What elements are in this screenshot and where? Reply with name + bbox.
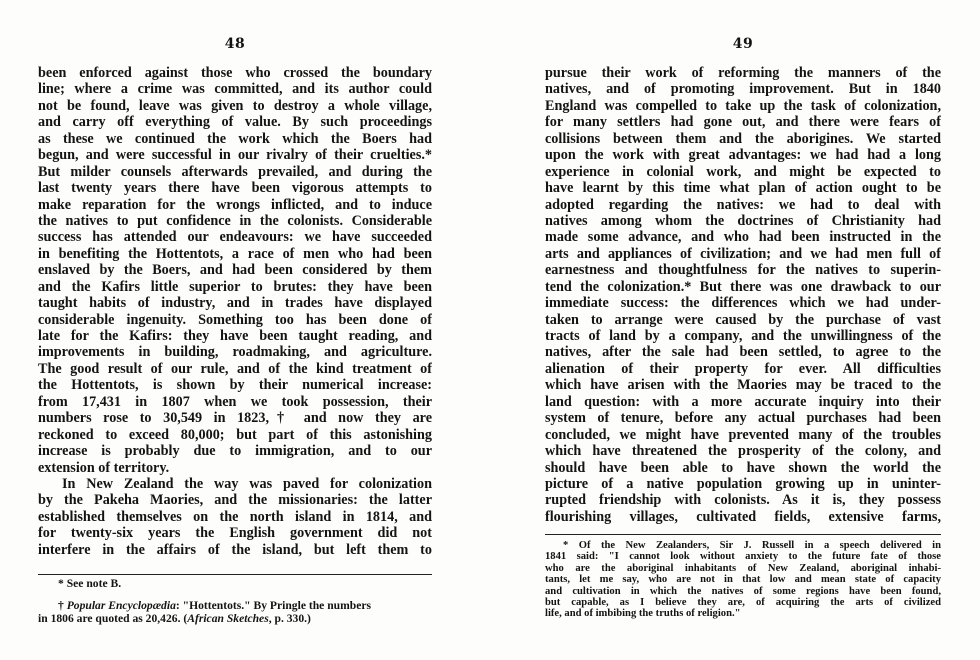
text-line: begun, and were successful in our rivalry of their cruelties.* — [38, 147, 432, 164]
footnote-line: * Of the New Zealanders, Sir J. Russell in a speech delivered in — [563, 540, 941, 551]
left-footnotes — [38, 577, 432, 625]
footnote-dagger-text: : "Hottentots." By Pringle the numbers — [175, 599, 372, 612]
text-line: increase is probably due to immigration, and to our — [38, 443, 432, 460]
footnote-star: * See note B. — [58, 577, 122, 590]
footnote-dagger-cont — [38, 612, 432, 625]
text-line: But milder counsels afterwards prevailed, and during the — [38, 163, 432, 180]
text-line: success has attended our endeavours: we have succeeded — [38, 229, 432, 246]
text-line: from 17,431 in 1807 when we took possession, their — [38, 393, 432, 410]
right-page — [545, 0, 941, 660]
text-line: flourishing villages, cultivated fields, extensive farms, — [545, 508, 941, 525]
footnote-divider-left — [38, 574, 432, 575]
text-line: established themselves on the north island in 1814, and — [38, 508, 432, 525]
footnote-source-title-2: African Sketches — [187, 612, 269, 625]
page-number-left: 48 — [224, 36, 246, 52]
text-line: late for the Kafirs: they have been taught reading, and — [38, 328, 432, 344]
text-line: not be found, leave was given to destroy a whole village, — [38, 97, 432, 114]
text-line: natives, after the sale had been settled, to agree to the — [545, 344, 941, 361]
text-line: rupted friendship with colonists. As it is, they possess — [545, 492, 941, 509]
text-line: concluded, we might have prevented many of the troubles — [545, 426, 941, 443]
text-line: the natives to put confidence in the colonists. Considerable — [38, 212, 432, 229]
text-line: The good result of our rule, and of the kind treatment of — [38, 360, 432, 377]
text-line: considerable ingenuity. Something too has been done of — [38, 311, 432, 328]
text-line: extension of territory. — [38, 459, 170, 476]
text-line: numbers rose to 30,549 in 1823,† and now they are — [38, 410, 432, 427]
footnote-line: who are the aboriginal inhabitants of New Zealand, aboriginal inhabi- — [545, 562, 941, 574]
footnote-line: tants, let me say, who are not in that low and mean state of capacity — [545, 574, 941, 586]
text-line: earnestness and thoughtfulness for the natives to superin- — [545, 262, 941, 279]
text-line: in benefiting the Hottentots, a race of men who had been — [38, 245, 432, 262]
footnote-divider-right — [545, 534, 941, 535]
text-line: arts and appliances of civilization; and we had men full of — [545, 245, 941, 262]
text-line: improvements in building, roadmaking, and agriculture. — [38, 344, 432, 361]
text-line: for many settlers had gone out, and there were fears of — [545, 114, 941, 131]
text-line: taken to arrange were caused by the purchase of vast — [545, 311, 941, 328]
footnote-source-title: Popular Encyclopædia — [66, 599, 176, 612]
text-line: natives, and of promoting improvement. But in 1840 — [545, 81, 941, 98]
text-line: and the Kafirs little superior to brutes: they have been — [38, 278, 432, 295]
text-line: collisions between them and the aborigines. We started — [545, 130, 941, 147]
text-line: taught habits of industry, and in trades have displayed — [38, 295, 432, 312]
text-line: as these we continued the work which the Boers had — [38, 130, 432, 147]
text-line: land question: with a more accurate inquiry into their — [545, 393, 941, 410]
page-number-right: 49 — [732, 36, 754, 52]
footnote-dagger-mark: † — [58, 599, 67, 612]
text-line: line; where a crime was committed, and its author could — [38, 81, 432, 98]
text-line: made some advance, and who had been instructed in the — [545, 229, 941, 246]
text-line: natives among whom the doctrines of Christianity had — [545, 212, 941, 229]
footnote-line: and cultivation in which the natives of some regions have been found, — [545, 585, 941, 597]
text-line: In New Zealand the way was paved for colonization — [62, 475, 432, 492]
footnote-line: life, and of imbibing the truths of religion." — [545, 608, 741, 620]
text-line: the Hottentots, is shown by their numerical increase: — [38, 377, 432, 394]
text-line: reckoned to exceed 80,000; but part of this astonishing — [38, 426, 432, 443]
text-line: and carry off everything of value. By such proceedings — [38, 114, 432, 131]
footnote-dagger-text-2: in 1806 are quoted as 20,426. ( — [38, 612, 188, 625]
footnote-line: 1841 said: "I cannot look without anxiety to the future fate of those — [545, 551, 941, 563]
footnote-dagger — [38, 599, 432, 612]
footnote-dagger-text-3: , p. 330.) — [268, 612, 311, 625]
text-line: experience in colonial work, and might be expected to — [545, 163, 941, 180]
text-line: make reparation for the wrongs inflicted, and to induce — [38, 196, 432, 213]
text-line: interfere in the affairs of the island, but left them to — [38, 541, 432, 558]
text-line: been enforced against those who crossed the boundary — [38, 65, 432, 81]
text-line: upon the work with great advantages: we had had a long — [545, 147, 941, 164]
footnote-line: but capable, as I believe they are, of acquiring the arts of civilized — [545, 596, 941, 608]
text-line: for twenty-six years the English government did not — [38, 525, 432, 542]
text-line: enslaved by the Boers, and had been considered by them — [38, 262, 432, 279]
text-line: which have threatened the prosperity of the colony, and — [545, 443, 941, 460]
right-body-text — [545, 65, 941, 525]
text-line: which have arisen with the Maories may be traced to the — [545, 377, 941, 394]
text-line: adopted regarding the natives: we had to deal with — [545, 196, 941, 213]
text-line: alienation of their property for ever. All difficulties — [545, 360, 941, 377]
text-line: have learnt by this time what plan of action ought to be — [545, 180, 941, 197]
text-line: England was compelled to take up the task of colonization, — [545, 97, 941, 114]
text-line: immediate success: the differences which we had under- — [545, 295, 941, 312]
text-line: pursue their work of reforming the manners of the — [545, 65, 941, 81]
text-line: tend the colonization.* But there was one drawback to our — [545, 278, 941, 295]
text-line: tracts of land by a company, and the unwillingness of the — [545, 328, 941, 344]
right-footnotes — [545, 540, 941, 620]
left-body-text — [38, 65, 432, 558]
left-page — [38, 0, 432, 660]
text-line: by the Pakeha Maories, and the missionaries: the latter — [38, 492, 432, 509]
text-line: last twenty years there have been vigorous attempts to — [38, 180, 432, 197]
text-line: picture of a native population growing up in uninter- — [545, 475, 941, 492]
text-line: should have been able to have shown the world the — [545, 459, 941, 476]
text-line: system of tenure, before any actual purchases had been — [545, 410, 941, 427]
